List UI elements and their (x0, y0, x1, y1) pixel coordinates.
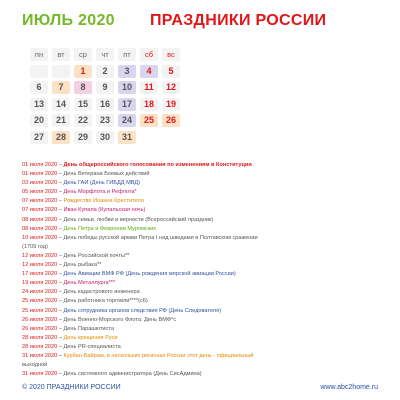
event-name: День крещения Руси (63, 334, 118, 341)
event-name: (1709 год) (22, 243, 48, 250)
calendar-day[interactable]: 11 (140, 81, 158, 94)
event-item: 01 июля 2020 – День общероссийского голосования по изменениям в Конституции (22, 162, 252, 168)
event-item: 07 июля 2020 – Иван Купала (Купальская ночь) (22, 207, 146, 214)
event-date: 07 июля 2020 (22, 207, 58, 214)
event-date: 07 июля 2020 (22, 198, 58, 205)
event-date: 01 июля 2020 (22, 171, 58, 178)
calendar-day[interactable]: 7 (52, 81, 70, 94)
weekday-header: пт (118, 48, 136, 61)
event-item: 01 июля 2020 – День Ветерана Боевых действий (22, 171, 150, 178)
event-item: 26 июля 2020 – День Парашютиста (22, 325, 114, 332)
event-name: День Металлурга*** (63, 280, 116, 287)
event-date: 08 июля 2020 (22, 216, 58, 223)
calendar-day[interactable]: 22 (74, 114, 92, 127)
event-date: 31 июля 2020 (22, 352, 58, 359)
event-name: День кадастрового инженера (63, 289, 140, 296)
calendar-day[interactable]: 12 (162, 81, 180, 94)
event-date: 28 июля 2020 (22, 343, 58, 350)
calendar-day[interactable]: 25 (140, 114, 158, 127)
event-date: 25 июля 2020 (22, 307, 58, 314)
weekday-header: пн (30, 48, 48, 61)
event-date: 12 июля 2020 (22, 252, 58, 259)
event-item: 28 июля 2020 – День PR-специалиста (22, 343, 121, 350)
event-date: 08 июля 2020 (22, 225, 58, 232)
event-item: 26 июля 2020 – День Военно-Морского Флота: День ВМФ*с (22, 316, 177, 323)
page-title: ПРАЗДНИКИ РОССИИ (150, 12, 327, 29)
event-name: День Морфлота и Рефлота* (63, 189, 137, 196)
event-name: День Петра и Февронии Муромских (63, 225, 157, 232)
weekday-header: сб (140, 48, 158, 61)
calendar-day[interactable]: 6 (30, 81, 48, 94)
event-date: 05 июля 2020 (22, 189, 58, 196)
calendar-day[interactable]: 24 (118, 114, 136, 127)
copyright: © 2020 ПРАЗДНИКИ РОССИИ (22, 384, 121, 391)
month-heading: ИЮЛЬ 2020 (22, 12, 115, 29)
event-name: День Авиации ВМФ РФ (День рождения морской авиации России) (63, 271, 236, 278)
calendar-day[interactable]: 21 (52, 114, 70, 127)
calendar-day[interactable]: 15 (74, 98, 92, 111)
calendar-day[interactable]: 28 (52, 131, 70, 144)
event-item: 17 июля 2020 – День Авиации ВМФ РФ (День рождения морской авиации России) (22, 271, 236, 278)
event-item: 05 июля 2020 – День Морфлота и Рефлота* (22, 189, 137, 196)
event-item: 08 июля 2020 – День семьи, любви и верности (Всероссийский праздник) (22, 216, 214, 223)
event-name: День победы русской армии Петра I над шведами в Полтавском сражении (63, 234, 258, 241)
calendar-day[interactable]: 27 (30, 131, 48, 144)
event-date: 01 июля 2020 (22, 162, 58, 168)
event-name: Иван Купала (Купальская ночь) (63, 207, 146, 214)
site-link[interactable]: www.abc2home.ru (320, 384, 378, 391)
empty-day-cell (30, 65, 48, 78)
event-date: 28 июля 2020 (22, 334, 58, 341)
event-item: 31 июля 2020 – Курбан-Байрам, в нескольких регионах России этот день - официальный (22, 352, 254, 359)
event-name: День Парашютиста (63, 325, 114, 332)
event-item: 08 июля 2020 – День Петра и Февронии Муромских (22, 225, 157, 232)
calendar-day[interactable]: 10 (118, 81, 136, 94)
event-name: День семьи, любви и верности (Всероссийский праздник) (63, 216, 214, 223)
event-date: 19 июля 2020 (22, 280, 58, 287)
event-date: 26 июля 2020 (22, 316, 58, 323)
event-item: 07 июля 2020 – Рождество Иоанна Крестителя (22, 198, 144, 205)
calendar-day[interactable]: 20 (30, 114, 48, 127)
calendar-day[interactable]: 8 (74, 81, 92, 94)
calendar-day[interactable]: 3 (118, 65, 136, 78)
calendar-day[interactable]: 19 (162, 98, 180, 111)
event-name: День общероссийского голосования по изменениям в Конституции (63, 162, 252, 168)
weekday-header: ср (74, 48, 92, 61)
event-name: выходной (22, 362, 48, 369)
event-item: 31 июля 2020 – День системного администратора (День СисАдмина) (22, 371, 202, 378)
event-item: 10 июля 2020 – День победы русской армии Петра I над шведами в Полтавском сражении (22, 234, 258, 241)
events-list (22, 161, 394, 379)
event-date: 12 июля 2020 (22, 262, 58, 269)
event-name: День Российской почты** (63, 252, 130, 259)
calendar-day[interactable]: 29 (74, 131, 92, 144)
calendar-day[interactable]: 4 (140, 65, 158, 78)
calendar-day[interactable]: 23 (96, 114, 114, 127)
event-name: День сотрудника органов следствия РФ (День Следователя) (63, 307, 222, 314)
calendar-day[interactable]: 2 (96, 65, 114, 78)
calendar-day[interactable]: 5 (162, 65, 180, 78)
event-name: День рыбака** (63, 262, 102, 269)
event-name: Курбан-Байрам, в нескольких регионах России этот день - официальный (63, 352, 254, 359)
calendar-day[interactable]: 1 (74, 65, 92, 78)
event-name: День системного администратора (День СисАдмина) (63, 371, 202, 378)
event-name: Рождество Иоанна Крестителя (63, 198, 144, 205)
event-name: День Ветерана Боевых действий (63, 171, 150, 178)
event-item (22, 243, 394, 252)
event-item (22, 361, 394, 370)
event-item: 28 июля 2020 – День крещения Руси (22, 334, 118, 341)
event-date: 10 июля 2020 (22, 234, 58, 241)
event-item: 19 июля 2020 – День Металлурга*** (22, 280, 116, 287)
calendar-day[interactable]: 30 (96, 131, 114, 144)
empty-day-cell (52, 65, 70, 78)
calendar-day[interactable]: 13 (30, 98, 48, 111)
calendar-day[interactable]: 17 (118, 98, 136, 111)
calendar-day[interactable]: 16 (96, 98, 114, 111)
event-date: 25 июля 2020 (22, 298, 58, 305)
event-name: День PR-специалиста (63, 343, 121, 350)
event-date: 24 июля 2020 (22, 289, 58, 296)
weekday-header: чт (96, 48, 114, 61)
event-date: 17 июля 2020 (22, 271, 58, 278)
calendar-day[interactable]: 31 (118, 131, 136, 144)
event-name: День ГАИ (День ГИБДД МВД) (63, 180, 141, 187)
weekday-header: вт (52, 48, 70, 61)
event-name: День работника торговли****(c6) (63, 298, 148, 305)
event-item: 12 июля 2020 – День Российской почты** (22, 252, 130, 259)
event-name: День Военно-Морского Флота: День ВМФ*с (63, 316, 177, 323)
event-item: 25 июля 2020 – День сотрудника органов следствия РФ (День Следователя) (22, 307, 222, 314)
calendar-day[interactable]: 14 (52, 98, 70, 111)
calendar-day[interactable]: 26 (162, 114, 180, 127)
event-item: 03 июля 2020 – День ГАИ (День ГИБДД МВД) (22, 180, 141, 187)
calendar-day[interactable]: 18 (140, 98, 158, 111)
event-date: 31 июля 2020 (22, 371, 58, 378)
event-item: 12 июля 2020 – День рыбака** (22, 262, 102, 269)
event-date: 03 июля 2020 (22, 180, 58, 187)
event-item: 25 июля 2020 – День работника торговли****(c6) (22, 298, 148, 305)
weekday-header: вс (162, 48, 180, 61)
event-date: 26 июля 2020 (22, 325, 58, 332)
event-item: 24 июля 2020 – День кадастрового инженера (22, 289, 140, 296)
calendar-day[interactable]: 9 (96, 81, 114, 94)
